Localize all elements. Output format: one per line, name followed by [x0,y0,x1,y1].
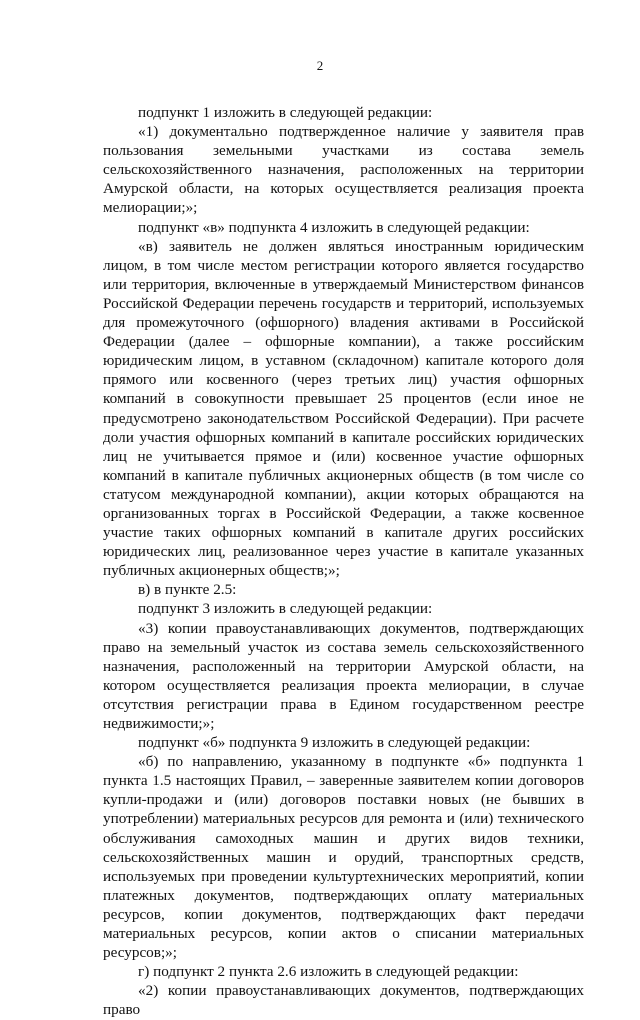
paragraph: «1) документально подтвержденное наличие у заявителя прав пользования земельными участками из состава земель сельскохозяйственного назначения, расположенных на территории Амурской области, на которых осуществляется реализация проекта мелиорации;»; [103,123,584,217]
paragraph: «б) по направлению, указанному в подпункте «б» подпункта 1 пункта 1.5 настоящих Правил, – заверенные заявителем копии договоров купли-продажи и (или) договоров поставки новых (не бывших в употреблении) материальных ресурсов для ремонта и (или) технического обслуживания самоходных машин и других видов техники, сельскохозяйственных машин и орудий, транспортных средств, используемых при проведении культуртехнических мероприятий, копии платежных документов, подтверждающих оплату материальных ресурсов, копии документов, подтверждающих факт передачи материальных ресурсов, копии актов о списании материальных ресурсов;»; [103,753,584,962]
paragraph: подпункт 3 изложить в следующей редакции: [138,600,433,618]
page-number: 2 [316,58,324,73]
document-body [103,103,584,1020]
paragraph: «в) заявитель не должен являться иностранным юридическим лицом, в том числе местом регистрации которого является государство или территория, включенные в утверждаемый Министерством финансов Российской Федерации перечень государств и территорий, используемых для промежуточного (офшорного) владения активами в Российской Федерации (далее – офшорные компании), а также российским юридическим лицом, в уставном (складочном) капитале которого доля прямого или косвенного (через третьих лиц) участия офшорных компаний в совокупности превышает 25 процентов (если иное не предусмотрено законодательством Российской Федерации). При расчете доли участия офшорных компаний в капитале российских юридических лиц не учитывается прямое и (или) косвенное участие офшорных компаний в капитале публичных акционерных обществ (в том числе со статусом международной компании), акции которых обращаются на организованных торгах в Российской Федерации, а также косвенное участие таких офшорных компаний в капитале других российских юридических лиц, реализованное через участие в капитале указанных публичных акционерных обществ;»; [103,237,584,580]
paragraph: г) подпункт 2 пункта 2.6 изложить в следующей редакции: [138,963,519,981]
paragraph: «3) копии правоустанавливающих документов, подтверждающих право на земельный участок из состава земель сельскохозяйственного назначения, расположенный на территории Амурской области, на котором осуществляется реализация проекта мелиорации, в случае отсутствия регистрации права в Едином государственном реестре недвижимости;»; [103,619,584,732]
paragraph: подпункт 1 изложить в следующей редакции: [138,104,433,121]
paragraph: подпункт «б» подпункта 9 изложить в следующей редакции: [138,734,531,752]
paragraph: в) в пункте 2.5: [138,581,237,599]
paragraph: подпункт «в» подпункта 4 изложить в следующей редакции: [138,218,530,236]
paragraph: «2) копии правоустанавливающих документов, подтверждающих право [103,982,584,1019]
